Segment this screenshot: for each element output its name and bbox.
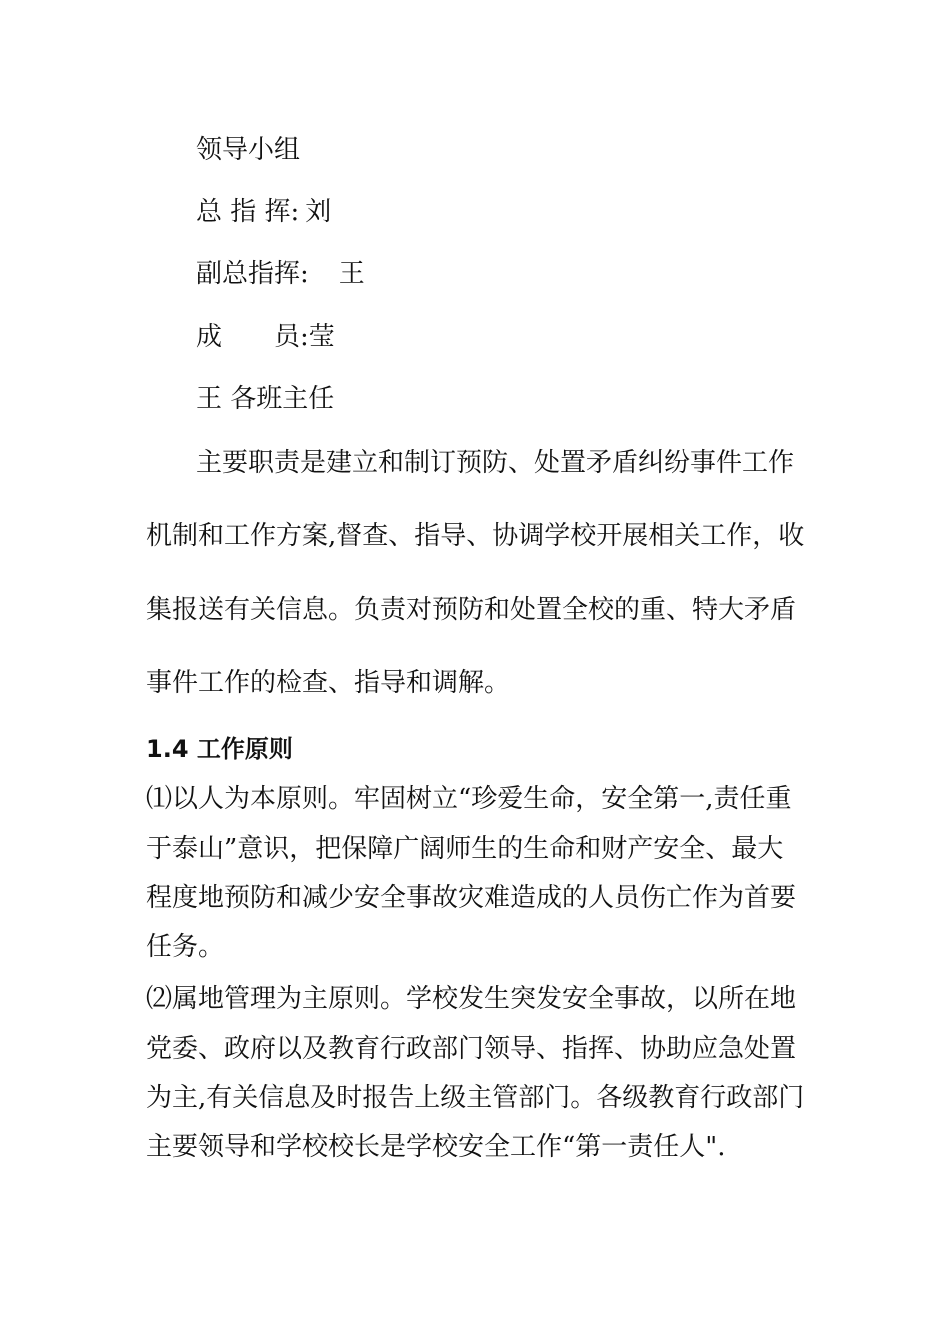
principle-1-line-2: 于泰山”意识，把保障广阔师生的生命和财产安全、最大: [146, 834, 784, 864]
leadership-group-title: 领导小组: [196, 135, 301, 165]
members-label-second: 员:: [274, 322, 309, 352]
deputy-commander-value: 王: [338, 259, 365, 289]
principle-2-line-3: 为主,有关信息及时报告上级主管部门。各级教育行政部门: [146, 1083, 805, 1113]
commander-line: [196, 196, 331, 228]
duties-line-3: 集报送有关信息。负责对预防和处置全校的重、特大矛盾: [146, 595, 797, 625]
principle-1-line-1: ⑴以人为本原则。牢固树立“珍爱生命，安全第一,责任重: [146, 784, 792, 814]
commander-label: 总 指 挥:: [196, 197, 300, 227]
principle-2-line-1: ⑵属地管理为主原则。学校发生突发安全事故，以所在地: [146, 984, 797, 1014]
principle-2-line-2: 党委、政府以及教育行政部门领导、指挥、协助应急处置: [146, 1034, 797, 1064]
duties-line-4: 事件工作的检查、指导和调解。: [146, 668, 511, 698]
deputy-commander-line: [196, 258, 365, 290]
section-heading: 1.4 工作原则: [146, 735, 293, 763]
principle-1-line-3: 程度地预防和减少安全事故灾难造成的人员伤亡作为首要: [146, 883, 797, 913]
members-value: 莹: [308, 322, 335, 352]
principle-1-line-4: 任务。: [146, 932, 225, 962]
deputy-commander-label: 副总指挥:: [196, 259, 309, 289]
members-label-first: 成: [196, 322, 223, 352]
duties-line-1: 主要职责是建立和制订预防、处置矛盾纠纷事件工作: [196, 448, 795, 478]
duties-line-2: 机制和工作方案,督查、指导、协调学校开展相关工作，收: [146, 521, 805, 551]
members-line: [196, 321, 335, 353]
members-list: 王 各班主任: [196, 384, 335, 414]
principle-2-line-4: 主要领导和学校校长是学校安全工作“第一责任人".: [146, 1132, 726, 1162]
commander-value: 刘: [305, 197, 332, 227]
